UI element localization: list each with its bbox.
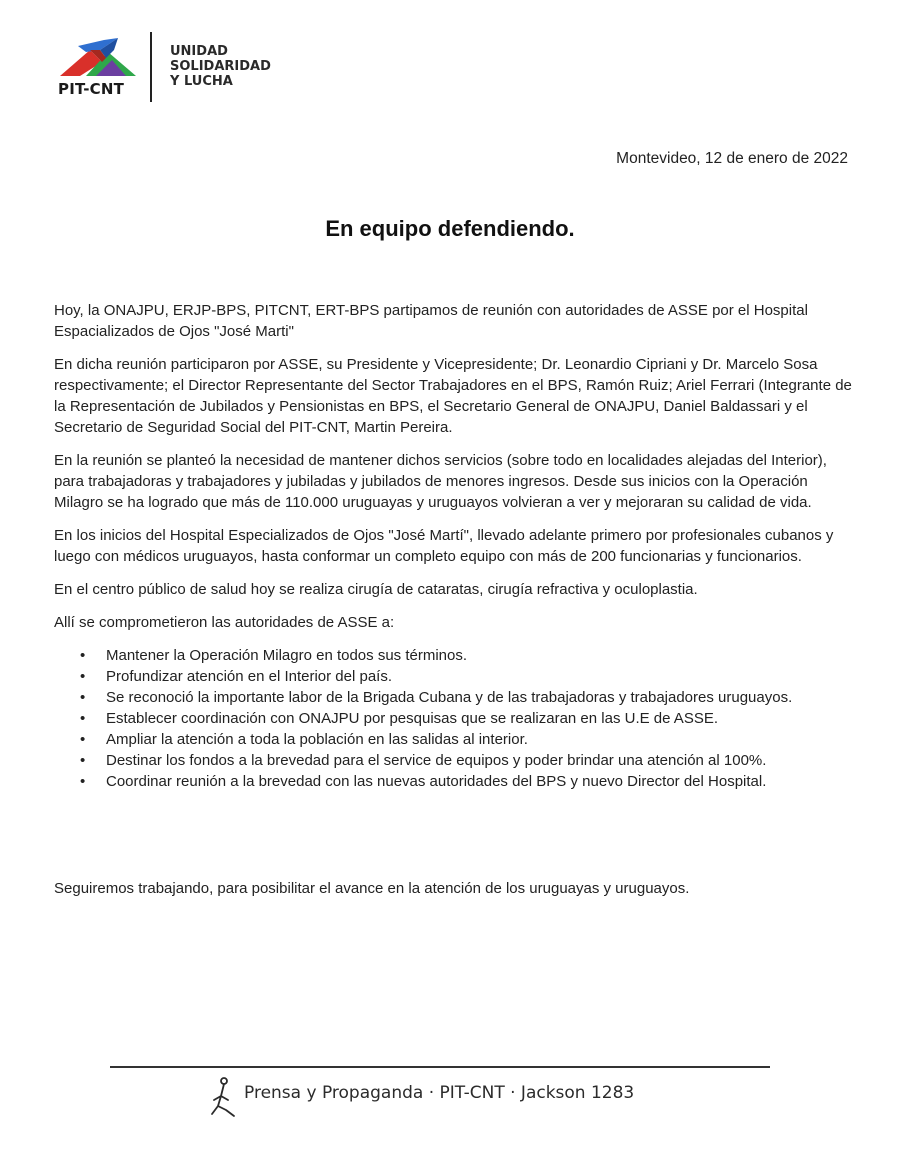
footer-text: Prensa y Propaganda · PIT-CNT · Jackson 1283 bbox=[244, 1083, 635, 1103]
document-date: Montevideo, 12 de enero de 2022 bbox=[616, 150, 848, 167]
list-item: • Se reconoció la importante labor de la Brigada Cubana y de las trabajadoras y trabajadores uruguayos. bbox=[106, 687, 854, 708]
commitments-list bbox=[54, 645, 854, 792]
paragraph: En dicha reunión participaron por ASSE, su Presidente y Vicepresidente; Dr. Leonardio Cipriani y Dr. Marcelo Sosa respectivamente; el Director Representante del Sector Trabajadores en el BPS, Ramón Ruiz; Ariel Ferrari (Integrante de la Representación de Jubilados y Pensionistas en BPS, el Secretario General de ONAJPU, Daniel Baldassari y el Secretario de Seguridad Social del PIT-CNT, Martin Pereira. bbox=[54, 356, 852, 436]
footer bbox=[208, 1074, 728, 1118]
letterhead bbox=[56, 30, 356, 110]
paragraph: En los inicios del Hospital Especializados de Ojos "José Martí", llevado adelante primero por profesionales cubanos y luego con médicos uruguayos, hasta conformar un completo equipo con más de 200 funcionarias y funcionarios. bbox=[54, 527, 834, 565]
slogan-line: UNIDAD bbox=[170, 44, 228, 59]
paragraph: Hoy, la ONAJPU, ERJP-BPS, PITCNT, ERT-BPS partipamos de reunión con autoridades de ASSE por el Hospital Espacializados de Ojos "José Marti" bbox=[54, 302, 808, 340]
logo-divider bbox=[150, 32, 152, 102]
footer-divider bbox=[110, 1066, 770, 1068]
list-item: • Destinar los fondos a la brevedad para el service de equipos y poder brindar una atención al 100%. bbox=[106, 750, 854, 771]
document-title: En equipo defendiendo. bbox=[325, 216, 575, 241]
figure-icon bbox=[208, 1076, 238, 1118]
logo-wordmark: PIT-CNT bbox=[58, 80, 125, 98]
slogan bbox=[170, 44, 271, 89]
paragraph: Allí se comprometieron las autoridades de ASSE a: bbox=[54, 614, 395, 631]
list-item: • Ampliar la atención a toda la población en las salidas al interior. bbox=[106, 729, 854, 750]
document-body bbox=[54, 300, 854, 792]
closing-paragraph: Seguiremos trabajando, para posibilitar el avance en la atención de los uruguayas y uruguayos. bbox=[54, 880, 690, 897]
pit-cnt-logo-icon bbox=[56, 36, 140, 80]
slogan-line: SOLIDARIDAD bbox=[170, 59, 271, 74]
slogan-line: Y LUCHA bbox=[170, 74, 233, 89]
paragraph: En el centro público de salud hoy se realiza cirugía de cataratas, cirugía refractiva y oculoplastia. bbox=[54, 581, 698, 598]
list-item: • Mantener la Operación Milagro en todos sus términos. bbox=[106, 645, 854, 666]
paragraph: En la reunión se planteó la necesidad de mantener dichos servicios (sobre todo en localidades alejadas del Interior), para trabajadoras y trabajadores y jubiladas y jubilados de menores ingresos. Desde sus inicios con la Operación Milagro se ha logrado que más de 110.000 uruguayas y uruguayos volvieran a ver y mejoraran su calidad de vida. bbox=[54, 452, 827, 511]
list-item: • Profundizar atención en el Interior del país. bbox=[106, 666, 854, 687]
list-item: • Coordinar reunión a la brevedad con las nuevas autoridades del BPS y nuevo Director del Hospital. bbox=[106, 771, 854, 792]
list-item: • Establecer coordinación con ONAJPU por pesquisas que se realizaran en las U.E de ASSE. bbox=[106, 708, 854, 729]
